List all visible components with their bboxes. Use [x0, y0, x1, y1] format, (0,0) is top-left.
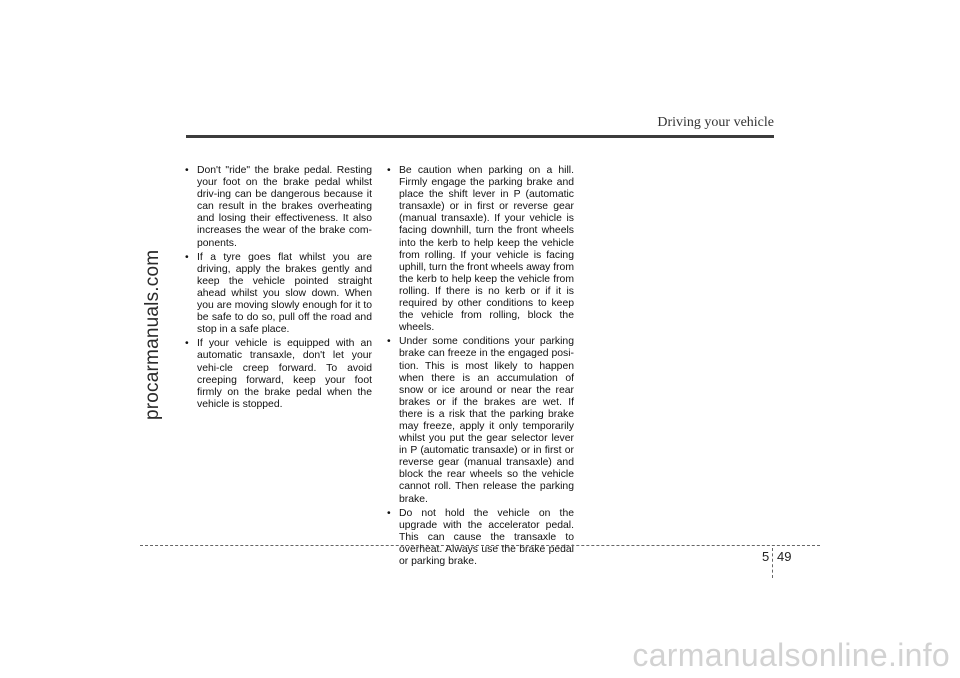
- bullet-dot-icon: •: [185, 251, 189, 263]
- bullet-dot-icon: •: [387, 165, 391, 176]
- right-column: [384, 165, 574, 570]
- bullet-item: [182, 252, 372, 337]
- chapter-number: 5: [762, 549, 770, 564]
- bullet-dot-icon: •: [185, 165, 189, 176]
- bullet-text: If a tyre goes flat whilst you are driving, apply the brakes gently and keep the vehicle pointed straight ahead whilst you slow down. When you are moving slowly enough for it to be safe to do so, pull off the road and stop in a safe place.: [197, 251, 372, 336]
- bullet-dot-icon: •: [387, 507, 391, 519]
- bullet-dot-icon: •: [387, 336, 391, 348]
- bullet-text: If your vehicle is equipped with an automatic transaxle, don't let your vehi-cle creep forward. To avoid creeping forward, keep your foot firmly on the brake pedal when the vehicle is stopped.: [197, 338, 372, 410]
- bottom-watermark: carmanualsonline.info: [632, 637, 950, 673]
- bullet-item: [182, 165, 372, 250]
- bullet-item: [384, 336, 574, 505]
- bullet-item: [182, 338, 372, 411]
- footer-rule: [140, 545, 820, 546]
- left-bullet-list: [182, 165, 372, 411]
- left-column: [182, 165, 372, 413]
- page-number-divider: [772, 548, 773, 578]
- bullet-text: Under some conditions your parking brake can freeze in the engaged posi-tion. This is most likely to happen when there is an accumulation of snow or ice around or near the rear brakes or if the brakes are wet. If there is a risk that the parking brake may freeze, apply it only temporarily whilst you put the gear selector lever in P (automatic transaxle) or in first or reverse gear (manual transaxle) and block the rear wheels so the vehicle cannot roll. Then release the parking brake.: [399, 336, 574, 505]
- right-bullet-list: [384, 165, 574, 568]
- bullet-item: [384, 508, 574, 568]
- bullet-text: Do not hold the vehicle on the upgrade with the accelerator pedal. This can cause the transaxle to overheat. Always use the brake pedal or parking brake.: [399, 507, 574, 567]
- side-watermark: procarmanuals.com: [142, 249, 163, 420]
- page-number: 49: [777, 549, 792, 564]
- bullet-text: Don't "ride" the brake pedal. Resting your foot on the brake pedal whilst driv-ing can be dangerous because it can result in the brakes overheating and losing their effectiveness. It also increases the wear of the brake com-ponents.: [197, 165, 372, 249]
- bullet-text: Be caution when parking on a hill. Firmly engage the parking brake and place the shift lever in P (automatic transaxle) or in first or reverse gear (manual transaxle). If your vehicle is facing downhill, turn the front wheels into the kerb to help keep the vehicle from rolling. If your vehicle is facing uphill, turn the front wheels away from the kerb to help keep the vehicle from rolling. If there is no kerb or if it is required by other conditions to keep the vehicle from rolling, block the wheels.: [399, 165, 574, 334]
- header-rule: [186, 135, 774, 138]
- bullet-item: [384, 165, 574, 334]
- section-title: Driving your vehicle: [657, 115, 774, 130]
- bullet-dot-icon: •: [185, 338, 189, 350]
